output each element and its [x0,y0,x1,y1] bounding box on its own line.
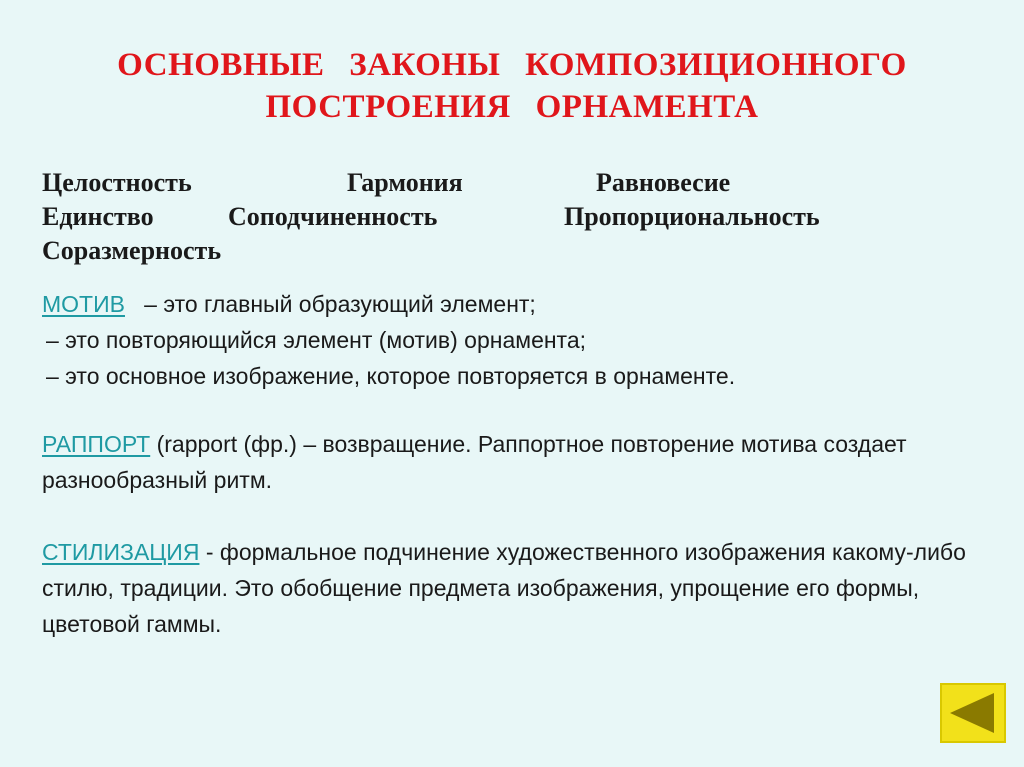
law-integrity: Целостность [42,168,192,197]
title-line-1 [0,44,1024,86]
motif-text-2: – это повторяющийся элемент (мотив) орнамента; [46,327,587,353]
rapport-definition [42,426,982,498]
rapport-text: (rapport (фр.) – возвращение. Раппортное повторение мотива создает разнообразный ритм. [42,431,907,493]
law-commensurability: Соразмерность [42,236,222,265]
law-harmony: Гармония [347,168,463,197]
rapport-term-link[interactable]: РАППОРТ [42,431,151,457]
motif-text-3: – это основное изображение, которое повторяется в орнаменте. [46,363,736,389]
law-balance: Равновесие [596,168,731,197]
motif-text-1: – это главный образующий элемент; [144,291,536,317]
motif-definition [42,286,982,394]
title-line-2 [0,86,1024,128]
stylization-definition [42,534,982,642]
title-word: КОМПОЗИЦИОННОГО [525,47,907,83]
law-subordination: Соподчиненность [228,202,438,231]
stylization-text: - формальное подчинение художественного изображения какому-либо стилю, традиции. Это обобщение предмета изображения, упрощение его формы, цветовой гаммы. [42,539,966,637]
law-proportionality: Пропорциональность [564,202,820,231]
title-word: ПОСТРОЕНИЯ [265,89,511,125]
slide-title [0,44,1024,128]
back-arrow-icon [942,685,1004,741]
back-button[interactable] [940,683,1006,743]
motif-term-link[interactable]: МОТИВ [42,291,125,317]
title-word: ОСНОВНЫЕ [117,47,325,83]
law-unity: Единство [42,202,154,231]
motif-line-1 [42,286,982,322]
title-word: ОРНАМЕНТА [535,89,759,125]
title-word: ЗАКОНЫ [349,47,501,83]
stylization-term-link[interactable]: СТИЛИЗАЦИЯ [42,539,200,565]
